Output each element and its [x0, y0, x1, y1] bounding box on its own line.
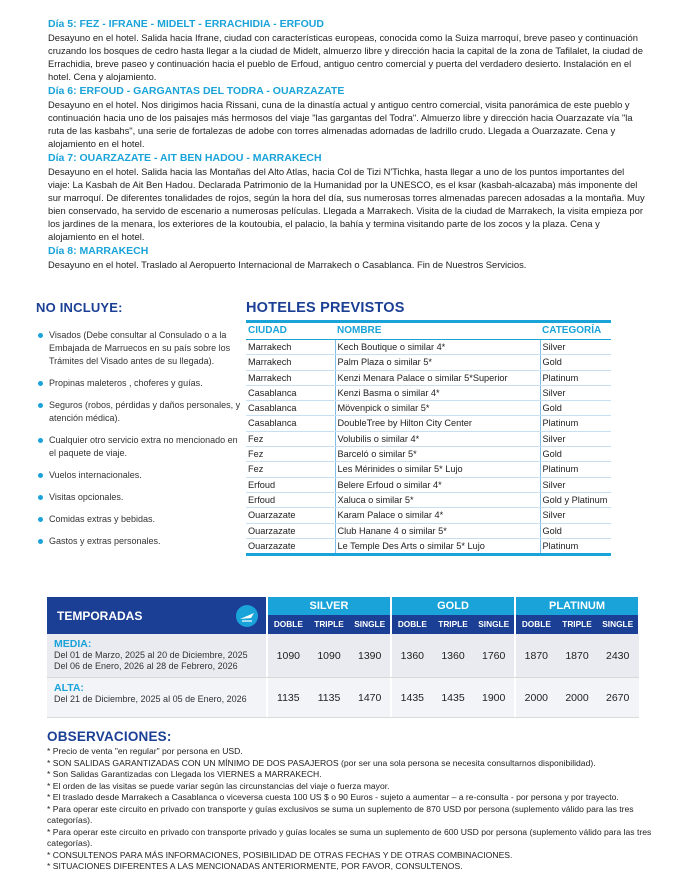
list-item [36, 329, 241, 368]
hotel-city-cell: Erfoud [246, 477, 335, 492]
season-label [47, 634, 266, 677]
hotel-name-cell: Les Mérinides o similar 5* Lujo [335, 462, 540, 477]
price-cell: 1870 [565, 649, 589, 662]
room-type-triple: TRIPLE [314, 619, 344, 629]
observation-item: * Para operar este circuito en privado con transporte y guías exclusivos se suma un suplemento de 870 USD por persona (suplemento válido para las tres categorías). [47, 803, 634, 825]
bullet-icon [38, 438, 43, 443]
day-block [48, 152, 648, 243]
hotel-name-cell: Le Temple Des Arts o similar 5* Lujo [335, 538, 540, 554]
price-cell: 1900 [482, 691, 506, 704]
hotel-name-cell: Mövenpick o similar 5* [335, 401, 540, 416]
hotels-table-body [246, 340, 611, 555]
hotel-category-cell: Silver [540, 477, 611, 492]
day-description: Desayuno en el hotel. Salida hacia las Montañas del Alto Atlas, hacia Col de Tizi N'Tichka, hasta llegar a uno de los puntos importantes del viaje: La Kasbah de Ait Ben Hadou. Declarada Patrimonio de la Humanidad por la UNESCO, es el ksar (kasbah-alcazaba) más imponente del sur marroquí. De diferentes tonalidades de rojos, según la hora del día, sus numerosas torres almenadas parecen adosadas a la montaña. Muy bien conservado, ha servido de escenario a numerosas películas. Llegada a Marrakech. Visita de la ciudad de Marrakech, la visita empieza por los jardines de la menara, los exteriores de la koutoubia, el palacio, la bahía y termina visitando parte de los zocos y la plaza. Cena y alojamiento en el hotel. [48, 166, 645, 242]
hotel-category-cell: Silver [540, 431, 611, 446]
room-type-single: SINGLE [354, 619, 386, 629]
table-row [246, 385, 611, 400]
day-block [48, 18, 648, 83]
season-name: ALTA: [54, 682, 84, 694]
price-table-header [47, 597, 639, 634]
column-header-nombre: NOMBRE [335, 322, 540, 340]
no-incluye-section [36, 300, 241, 557]
hotel-name-cell: Barceló o similar 5* [335, 447, 540, 462]
hotel-city-cell: Fez [246, 462, 335, 477]
hotel-category-cell: Silver [540, 508, 611, 523]
observation-item: * CONSULTENOS PARA MÁS INFORMACIONES, POSIBILIDAD DE OTRAS FECHAS Y DE OTRAS COMBINACIONES. [47, 849, 513, 860]
day-description: Desayuno en el hotel. Nos dirigimos hacia Rissani, cuna de la dinastía actual y antiguo centro comercial, visita panorámica de este pueblo y continuación hacia uno de los paisajes más hermosos del viaje "las gargantas del Todra". Almuerzo libre y dirección hacia Ouarzazate vía "la ruta de las kasbahs", una serie de fortalezas de adobe con torres almenadas adornadas de ladrillo crudo. Llegada a Ouarzazate. Cena y alojamiento en el hotel. [48, 99, 633, 149]
hotel-city-cell: Erfoud [246, 492, 335, 507]
day-description: Desayuno en el hotel. Salida hacia Ifrane, ciudad con características europeas, conocida como la Suiza marroquí, breve paseo y continuación cruzando los bosques de cedro hasta llegar a la ciudad de Midelt, almuerzo libre y dirección hacia la capital de la zona de Tafilalet, la ciudad de Errachidia, breve paseo y continuación hacia el pueblo de Erfoud, antiguo centro comercial y puerta del verdadero desierto. Instalación en el hotel. Cena y alojamiento. [48, 32, 643, 82]
hotel-category-cell: Platinum [540, 370, 611, 385]
price-cell: 2000 [524, 691, 549, 704]
hotel-name-cell: Volubilis o similar 4* [335, 431, 540, 446]
bullet-icon [38, 495, 43, 500]
season-dates: Del 21 de Diciembre, 2025 al 05 de Enero, 2026 [54, 694, 247, 704]
list-item-text: Propinas maleteros , choferes y guías. [49, 378, 203, 388]
price-table [47, 597, 639, 718]
itinerary-section [48, 18, 648, 273]
price-cell: 1360 [400, 649, 425, 662]
bullet-icon [38, 473, 43, 478]
table-row [246, 477, 611, 492]
category-name: GOLD [390, 597, 514, 615]
table-row [246, 462, 611, 477]
bullet-icon [38, 381, 43, 386]
day-block [48, 245, 648, 271]
list-item-text: Gastos y extras personales. [49, 536, 161, 546]
observation-item: * Precio de venta "en regular" por persona en USD. [47, 746, 243, 756]
hotel-name-cell: Kech Boutique o similar 4* [335, 340, 540, 355]
observation-item: * El traslado desde Marrakech a Casablanca o viceversa cuesta 100 US $ o 90 Euros - sujeto a aumentar – a re-consulta - por persona y por trayecto. [47, 792, 619, 802]
season-row-alta [47, 678, 639, 718]
list-item [36, 399, 241, 425]
hotel-city-cell: Ouarzazate [246, 508, 335, 523]
observation-item: * SITUACIONES DIFERENTES A LAS MENCIONADAS ANTERIORMENTE, POR FAVOR, CONSULTENOS. [47, 861, 463, 871]
table-row [246, 523, 611, 538]
room-type-single: SINGLE [602, 619, 634, 629]
table-header-row [246, 322, 611, 340]
observation-item: * Son Salidas Garantizadas con Llegada los VIERNES a MARRAKECH. [47, 769, 322, 779]
day-title: Día 8: MARRAKECH [48, 245, 149, 257]
hoteles-title: HOTELES PREVISTOS [246, 300, 405, 316]
hotel-name-cell: Kenzi Basma o similar 4* [335, 385, 540, 400]
list-item-text: Seguros (robos, pérdidas y daños personales, y atención médica). [49, 400, 241, 423]
price-group-platinum [514, 634, 638, 677]
day-title: Día 6: ERFOUD - GARGANTAS DEL TODRA - OUARZAZATE [48, 85, 345, 97]
bullet-icon [38, 517, 43, 522]
room-type-single: SINGLE [478, 619, 510, 629]
hotel-city-cell: Ouarzazate [246, 523, 335, 538]
hotel-category-cell: Gold [540, 355, 611, 370]
list-item-text: Visitas opcionales. [49, 492, 124, 502]
price-cell: 1470 [358, 691, 382, 704]
hotel-category-cell: Gold [540, 447, 611, 462]
observaciones-section [47, 729, 657, 873]
table-row [246, 492, 611, 507]
list-item [36, 491, 241, 504]
day-title: Día 5: FEZ - IFRANE - MIDELT - ERRACHIDIA - ERFOUD [48, 18, 324, 30]
hotel-city-cell: Marrakech [246, 340, 335, 355]
category-group-silver [266, 597, 390, 634]
table-row [246, 401, 611, 416]
hotel-category-cell: Platinum [540, 416, 611, 431]
price-cell: 2000 [565, 691, 589, 704]
hotel-category-cell: Gold [540, 523, 611, 538]
column-header-categoria: CATEGORÍA [540, 322, 611, 340]
table-row [246, 431, 611, 446]
observation-item: * El orden de las visitas se puede variar según las circunstancias del viaje o fuerza mayor. [47, 780, 390, 791]
hotel-city-cell: Casablanca [246, 416, 335, 431]
list-item [36, 513, 241, 526]
category-name: SILVER [266, 597, 390, 615]
hotel-city-cell: Marrakech [246, 355, 335, 370]
price-cell: 1870 [524, 649, 549, 662]
hotel-name-cell: Karam Palace o similar 4* [335, 508, 540, 523]
hotel-name-cell: DoubleTree by Hilton City Center [335, 416, 540, 431]
temporadas-header [47, 597, 266, 634]
table-row [246, 340, 611, 355]
day-description: Desayuno en el hotel. Traslado al Aeropuerto Internacional de Marrakech o Casablanca. Fin de Nuestros Servicios. [48, 259, 527, 270]
hotels-table [246, 320, 611, 556]
column-header-ciudad: CIUDAD [246, 322, 335, 340]
hotel-category-cell: Platinum [540, 538, 611, 554]
hotel-name-cell: Club Hanane 4 o similar 5* [335, 523, 540, 538]
room-type-headers [514, 615, 638, 634]
price-cell: 1135 [277, 691, 300, 704]
price-cell: 1760 [482, 649, 506, 662]
price-cell: 1390 [358, 649, 382, 662]
table-row [246, 447, 611, 462]
price-group-silver [266, 678, 390, 717]
bullet-icon [38, 333, 43, 338]
hotel-city-cell: Ouarzazate [246, 538, 335, 554]
price-group-platinum [514, 678, 638, 717]
list-item [36, 377, 241, 390]
table-row [246, 508, 611, 523]
table-row [246, 355, 611, 370]
table-row [246, 370, 611, 385]
table-row [246, 538, 611, 554]
price-cell: 1090 [317, 649, 341, 662]
hotel-category-cell: Platinum [540, 462, 611, 477]
list-item-text: Vuelos internacionales. [49, 470, 142, 480]
price-cell: 1435 [400, 691, 425, 704]
price-group-gold [390, 678, 514, 717]
price-cell: 1360 [441, 649, 465, 662]
price-group-silver [266, 634, 390, 677]
observation-item: * SON SALIDAS GARANTIZADAS CON UN MÍNIMO DE DOS PASAJEROS (por ser una sola persona se necesita consultarnos disponibilidad). [47, 757, 596, 768]
hotel-city-cell: Casablanca [246, 385, 335, 400]
airline-logo-icon [236, 605, 258, 627]
room-type-doble: DOBLE [397, 619, 427, 629]
no-incluye-list [36, 329, 241, 548]
season-label [47, 678, 266, 717]
season-dates: Del 01 de Marzo, 2025 al 20 de Diciembre, 2025 [54, 650, 248, 660]
hotel-name-cell: Xaluca o similar 5* [335, 492, 540, 507]
hotel-city-cell: Marrakech [246, 370, 335, 385]
list-item [36, 535, 241, 548]
price-cell: 1090 [276, 649, 301, 662]
list-item-text: Comidas extras y bebidas. [49, 514, 156, 524]
hoteles-section [246, 300, 611, 556]
price-cell: 1135 [317, 691, 341, 704]
bullet-icon [38, 403, 43, 408]
room-type-triple: TRIPLE [562, 619, 592, 629]
temporadas-title: TEMPORADAS [57, 608, 143, 623]
room-type-doble: DOBLE [521, 619, 551, 629]
hotel-category-cell: Gold [540, 401, 611, 416]
category-name: PLATINUM [514, 597, 638, 615]
room-type-doble: DOBLE [273, 619, 303, 629]
season-name: MEDIA: [54, 638, 92, 650]
hotel-city-cell: Fez [246, 447, 335, 462]
hotel-name-cell: Kenzi Menara Palace o similar 5*Superior [335, 370, 540, 385]
price-cell: 2430 [606, 649, 630, 662]
hotel-city-cell: Casablanca [246, 401, 335, 416]
no-incluye-title: NO INCLUYE: [36, 300, 123, 315]
hotel-category-cell: Silver [540, 385, 611, 400]
table-row [246, 416, 611, 431]
room-type-headers [266, 615, 390, 634]
category-group-platinum [514, 597, 638, 634]
list-item [36, 469, 241, 482]
category-group-gold [390, 597, 514, 634]
room-type-triple: TRIPLE [438, 619, 468, 629]
room-type-headers [390, 615, 514, 634]
season-dates: Del 06 de Enero, 2026 al 28 de Febrero, 2026 [54, 661, 238, 671]
hotel-category-cell: Gold y Platinum [540, 492, 611, 507]
price-group-gold [390, 634, 514, 677]
hotel-category-cell: Silver [540, 340, 611, 355]
price-cell: 2670 [606, 691, 630, 704]
bullet-icon [38, 539, 43, 544]
observaciones-title: OBSERVACIONES: [47, 729, 172, 744]
list-item-text: Visados (Debe consultar al Consulado o a la Embajada de Marruecos en su país sobre los Trámites del Visado antes de su llegada). [49, 330, 231, 366]
hotel-city-cell: Fez [246, 431, 335, 446]
observation-item: * Para operar este circuito en privado con transporte privado y guías locales se suma un suplemento de 600 USD por persona (suplemento válido para las tres categorías). [47, 826, 652, 848]
day-title: Día 7: OUARZAZATE - AIT BEN HADOU - MARRAKECH [48, 152, 322, 164]
hotel-name-cell: Palm Plaza o similar 5* [335, 355, 540, 370]
season-row-media [47, 634, 639, 678]
price-cell: 1435 [441, 691, 465, 704]
day-block [48, 85, 648, 150]
list-item-text: Cualquier otro servicio extra no mencionado en el paquete de viaje. [49, 435, 238, 458]
hotel-name-cell: Belere Erfoud o similar 4* [335, 477, 540, 492]
list-item [36, 434, 241, 460]
